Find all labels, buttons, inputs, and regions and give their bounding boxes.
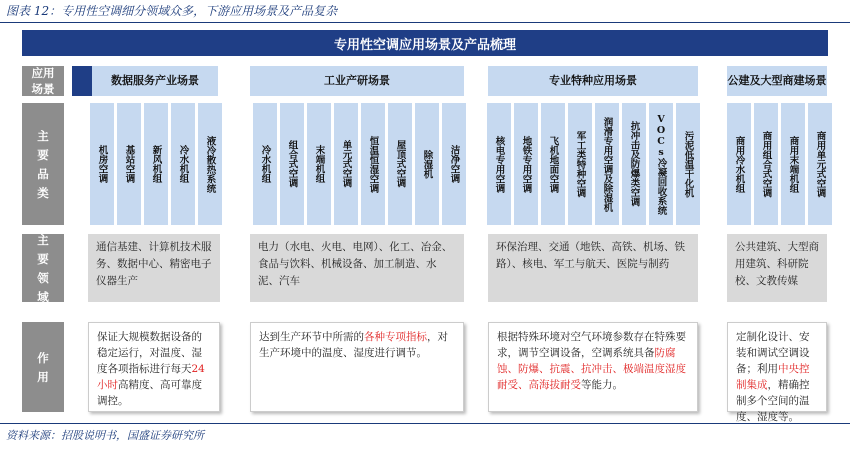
product-label: 机房空调 (96, 145, 108, 183)
product-label: 商用单元式空调 (814, 130, 826, 198)
product-item (649, 103, 673, 225)
row-label-products (22, 103, 64, 225)
product-item (754, 103, 778, 225)
product-label: 液冷散热系统 (204, 135, 216, 193)
role-highlight-text: 24小时 (97, 363, 205, 391)
row-label-role (22, 322, 64, 412)
field-box-data-service: 通信基建、计算机技术服务、数据中心、精密电子仪器生产 (88, 234, 220, 302)
category-data-service: 数据服务产业场景 (92, 66, 218, 96)
product-label: 军工类特种空调 (574, 130, 586, 198)
product-label: 商用组合式空调 (760, 130, 772, 198)
role-text: 定制化设计、安装和调试空调设备；利用 (736, 331, 810, 375)
row-label-scene (22, 66, 64, 96)
product-label: 组合式空调 (286, 140, 298, 188)
row-label-char: 作 (37, 350, 49, 365)
category-special: 专业特种应用场景 (488, 66, 698, 96)
diagram-banner: 专用性空调应用场景及产品梳理 (22, 30, 828, 56)
category-industrial: 工业产研场景 (250, 66, 464, 96)
product-label: 冷水机组 (259, 145, 271, 183)
row-label-text (32, 65, 55, 97)
role-highlight-text: 防腐蚀、防爆、抗震、抗冲击、极端温度湿度耐受、高海拔耐受 (497, 347, 686, 391)
category-public-building-label: 公建及大型商建场景 (727, 74, 827, 87)
product-item (307, 103, 331, 225)
category-marker (72, 66, 92, 96)
product-label: 核电专用空调 (493, 135, 505, 193)
role-text: 等能力。 (581, 379, 623, 391)
product-label: 单元式空调 (340, 140, 352, 188)
role-box-special (488, 322, 698, 412)
row-label-char: 用 (37, 369, 49, 384)
product-item (568, 103, 592, 225)
product-item (676, 103, 700, 225)
product-item (280, 103, 304, 225)
role-box-industrial (250, 322, 464, 412)
product-label: 新风机组 (150, 145, 162, 183)
row-label-char: 要 (37, 251, 49, 266)
bottom-rule (0, 423, 850, 424)
product-item (388, 103, 412, 225)
field-box-special: 环保治理、交通（地铁、高铁、机场、铁路）、核电、军工与航天、医院与制药 (488, 234, 698, 302)
role-text: ，精确控制多个空间的温度、湿度等。 (736, 379, 810, 423)
product-label: 屋顶式空调 (394, 140, 406, 188)
product-item (727, 103, 751, 225)
role-text: 根据特殊环境对空气环境参数存在特殊要求，调节空调设备，空调系统具备 (497, 331, 686, 359)
row-label-char: 类 (37, 185, 49, 200)
field-box-industrial: 电力（水电、火电、电网）、化工、冶金、食品与饮料、机械设备、加工制造、水泥、汽车 (250, 234, 464, 302)
row-label-text (37, 347, 49, 388)
row-label-char: 主 (37, 128, 49, 143)
product-label: 洁净空调 (448, 145, 460, 183)
product-item (595, 103, 619, 225)
row-label-fields (22, 234, 64, 302)
product-label: 基站空调 (123, 145, 135, 183)
product-item (487, 103, 511, 225)
product-label: 除湿机 (421, 149, 433, 179)
row-label-char: 应用 (31, 66, 55, 80)
product-item (622, 103, 646, 225)
row-label-char: 主 (37, 232, 49, 247)
product-label: 商用冷水机组 (733, 135, 745, 193)
product-item (442, 103, 466, 225)
product-item (541, 103, 565, 225)
product-item (90, 103, 114, 225)
role-text: 保证大规模数据设备的稳定运行，对温度、湿度各项指标进行每天 (97, 331, 202, 375)
category-public-building (727, 66, 827, 96)
row-label-text (37, 125, 49, 204)
role-box-data-service (88, 322, 220, 412)
role-text: 达到生产环节中所需的 (259, 331, 364, 343)
product-label: 冷水机组 (177, 145, 189, 183)
product-label: 商用末端机组 (787, 135, 799, 193)
top-rule (0, 22, 850, 23)
source-note: 资料来源：招股说明书，国盛证券研究所 (6, 429, 204, 442)
product-item (415, 103, 439, 225)
product-item (171, 103, 195, 225)
role-text: ，对生产环境中的温度、湿度进行调节。 (259, 331, 448, 359)
product-label: 抗冲击及防爆类空调 (628, 121, 640, 207)
row-label-char: 领 (37, 270, 49, 285)
product-label: 恒温恒湿空调 (367, 135, 379, 193)
role-box-public-building (727, 322, 827, 423)
product-label: VOCs冷凝回收系统 (655, 113, 667, 215)
row-label-char: 品 (37, 166, 49, 181)
product-item (144, 103, 168, 225)
row-label-char: 场景 (31, 82, 55, 96)
row-label-text (37, 229, 49, 308)
product-item (253, 103, 277, 225)
product-label: 地铁专用空调 (520, 135, 532, 193)
product-item (361, 103, 385, 225)
product-item (334, 103, 358, 225)
product-item (198, 103, 222, 225)
product-item (117, 103, 141, 225)
role-highlight-text: 中央控制集成 (736, 363, 810, 391)
product-item (808, 103, 832, 225)
row-label-char: 域 (37, 289, 49, 304)
field-box-public-building: 公共建筑、大型商用建筑、科研院校、文教传媒 (727, 234, 827, 302)
product-item (781, 103, 805, 225)
role-highlight-text: 各种专项指标 (364, 331, 427, 343)
figure-caption: 图表 12：专用性空调细分领域众多，下游应用场景及产品复杂 (6, 4, 338, 18)
product-item (514, 103, 538, 225)
product-label: 末端机组 (313, 145, 325, 183)
row-label-char: 要 (37, 147, 49, 162)
product-label: 污泥低温干化机 (682, 130, 694, 198)
role-text: 高精度、高可靠度调控。 (97, 379, 202, 407)
product-label: 飞机地面空调 (547, 135, 559, 193)
product-label: 润滑专用空调及除湿机 (601, 116, 613, 212)
